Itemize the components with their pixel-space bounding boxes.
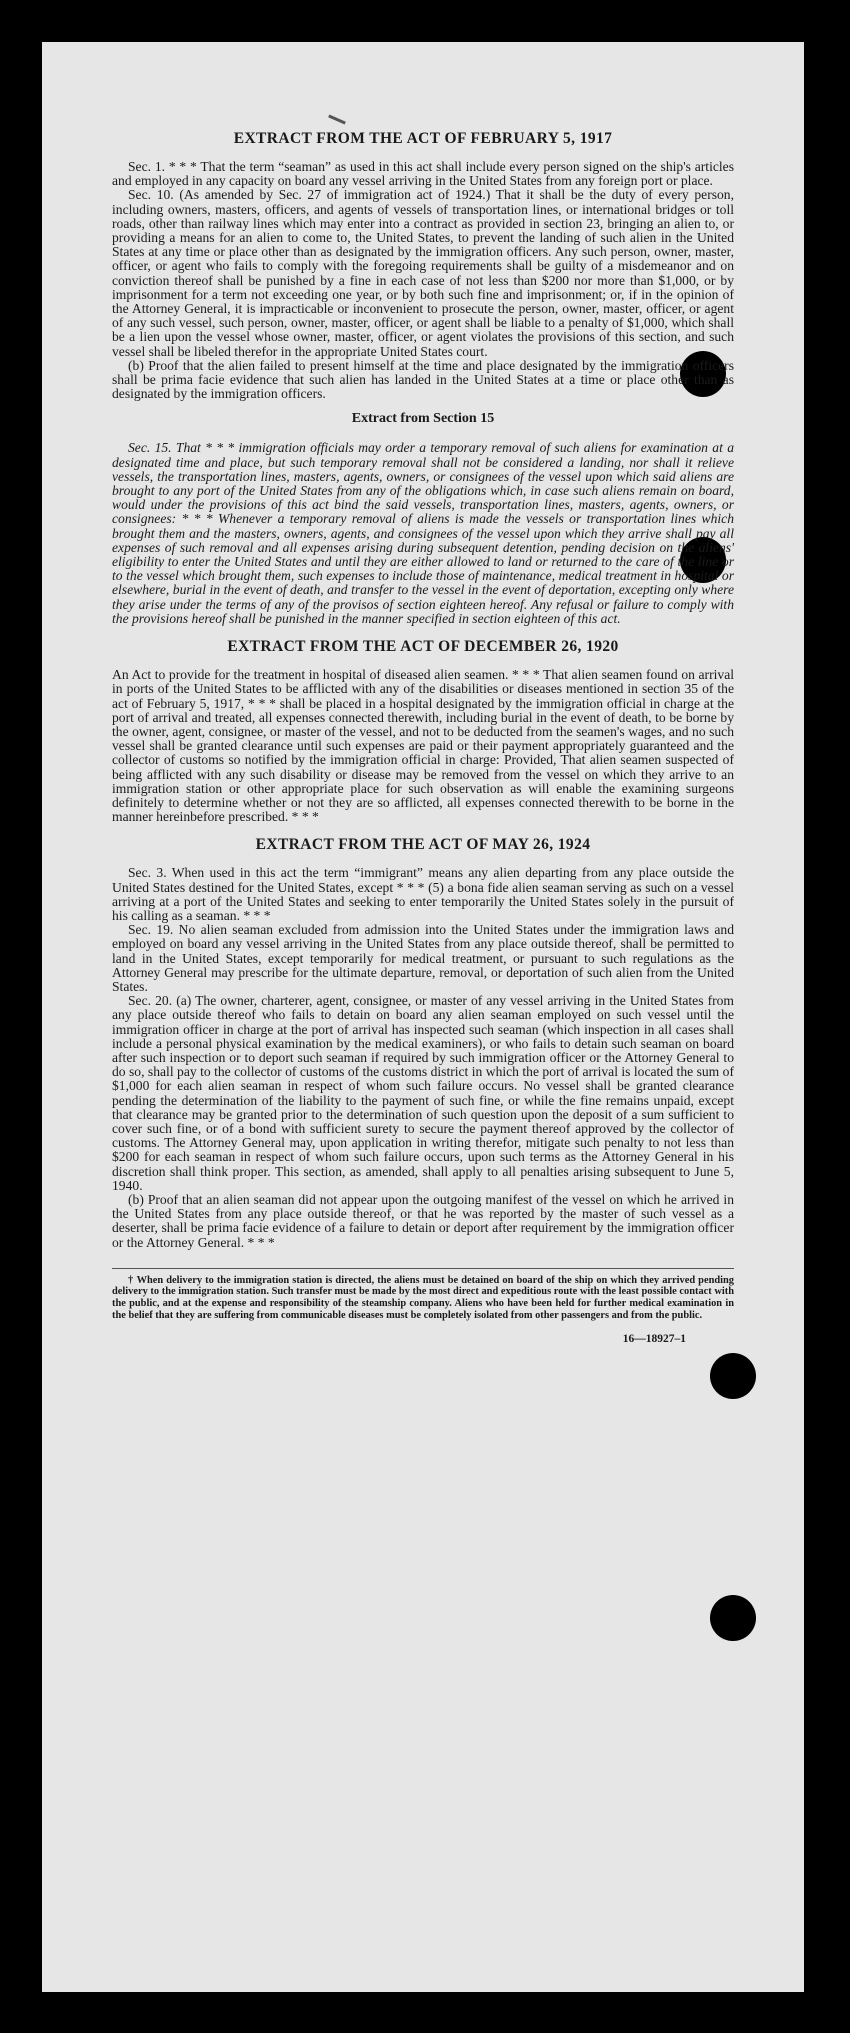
paragraph-sec-19: Sec. 19. No alien seaman excluded from admission into the United States under the immigration laws and employed on board any vessel arriving in the United States from any place outside thereof, shall be permitted to land in the United States, except temporarily for medical treatment, or pursuant to such regulations as the Attorney General may prescribe for the ultimate departure, removal, or deportation of such alien from the United States.: [112, 922, 734, 994]
form-number: 16—18927–1: [622, 1333, 686, 1346]
paragraph-sec-1: Sec. 1. * * * That the term “seaman” as used in this act shall include every person signed on the ship's articles and employed in any capacity on board any vessel arriving in the United States from any foreign port or place.: [112, 159, 734, 189]
footnote: [112, 1268, 734, 1321]
paragraph-sec-3: Sec. 3. When used in this act the term “immigrant” means any alien departing from any place outside the United States destined for the United States, except * * * (5) a bona fide alien seaman serving as such on a vessel arriving at a port of the United States and seeking to enter temporarily the United States solely in the pursuit of his calling as a seaman. * * *: [112, 865, 734, 923]
heading-act-1920: EXTRACT FROM THE ACT OF DECEMBER 26, 1920: [227, 638, 619, 656]
footnote-text: † When delivery to the immigration station is directed, the aliens must be detained on board of the ship on which they arrived pending delivery to the immigration station. Such transfer must be made by the most direct and expeditious route with the least possible contact with the public, and at the expense and responsibility of the steamship company. Aliens who have been held for further medical examination in the belief that they are suffering from communicable diseases must be completely isolated from other passengers and from the public.: [112, 1274, 734, 1321]
ink-mark: [328, 114, 346, 124]
heading-act-1917: EXTRACT FROM THE ACT OF FEBRUARY 5, 1917: [233, 130, 613, 147]
paragraph-sec-20-a: Sec. 20. (a) The owner, charterer, agent, consignee, or master of any vessel arriving in the United States from any place outside thereof who fails to detain on board any alien seaman employed on such vessel until the immigration officer in charge at the port of arrival has inspected such seaman (which inspection in all cases shall include a personal physical examination by the medical examiners), or who fails to detain such seaman on board after such inspection or to deport such seaman if required by such immigration officer or the Attorney General to do so, shall pay to the collector of customs of the customs district in which the port of arrival is located the sum of $1,000 for each alien seaman in respect of whom such failure occurs. No vessel shall be granted clearance pending the determination of the liability to the payment of such fine, or while the fine remains unpaid, except that clearance may be granted prior to the determination of such question upon the deposit of a sum sufficient to cover such fine, or of a bond with sufficient surety to secure the payment thereof approved by the collector of customs. The Attorney General may, upon application in writing therefor, mitigate such penalty to not less than $200 for each seaman in respect of whom such failure occurs, upon such terms as the Attorney General in his discretion shall think proper. This section, as amended, shall apply to all penalties arising subsequent to June 5, 1940.: [112, 993, 734, 1193]
heading-act-1924: EXTRACT FROM THE ACT OF MAY 26, 1924: [255, 836, 591, 854]
paragraph-sec-15: Sec. 15. That * * * immigration officials may order a temporary removal of such aliens for examination at a designated time and place, but such temporary removal shall not be considered a landing, nor shall it relieve vessels, the transportation lines, masters, agents, owners, or consignees of the vessel upon which said aliens are brought to any port of the United States from any of the obligations which, in case such aliens remain on board, would under the provisions of this act bind the said vessels, transportation lines, masters, agents, owners, or consignees: * * * Whenever a temporary removal of aliens is made the vessels or transportation lines which brought them and the masters, owners, agents, and consignees of the vessel upon which they arrive shall pay all expenses of such removal and all expenses arising during subsequent detention, pending decision on the aliens' eligibility to enter the United States and until they are either allowed to land or returned to the care of the line or to the vessel which brought them, such expenses to include those of maintenance, medical treatment in hospital or elsewhere, burial in the event of death, and transfer to the vessel in the event of deportation, excepting only where they arise under the terms of any of the provisos of section eighteen hereof. Any refusal or failure to comply with the provisions hereof shall be punished in the manner specified in section eighteen of this act.: [112, 440, 734, 626]
punch-hole: [710, 1595, 756, 1641]
paragraph-act-1920: An Act to provide for the treatment in hospital of diseased alien seamen. * * * That alien seamen found on arrival in ports of the United States to be afflicted with any of the disabilities or diseases mentioned in section 35 of the act of February 5, 1917, * * * shall be placed in a hospital designated by the immigration official in charge at the port of arrival and treated, all expenses connected therewith, including burial in the event of death, to be borne by the owner, agent, consignee, or master of the vessel, and not to be deducted from the seamen's wages, and no such vessel shall be granted clearance until such expenses are paid or their payment appropriately guaranteed and the collector of customs so notified by the immigration official in charge: Provided, That alien seamen suspected of being afflicted with any such disability or disease may be removed from the vessel on which they arrive to an immigration station or other appropriate place for such observation as will enable the examining surgeons definitely to determine whether or not they are so afflicted, all expenses connected therewith to be borne in the manner hereinbefore prescribed. * * *: [112, 667, 734, 825]
document-page: [42, 42, 804, 1992]
paragraph-sec-10-b: (b) Proof that the alien failed to present himself at the time and place designated by the immigration officers shall be prima facie evidence that such alien has landed in the United States at a time or place other than as designated by the immigration officers.: [112, 357, 734, 402]
punch-hole: [710, 1353, 756, 1399]
paragraph-sec-20-b: (b) Proof that an alien seaman did not appear upon the outgoing manifest of the vessel on which he arrived in the United States from any place outside thereof, or that he was reported by the master of such vessel as a deserter, shall be prima facie evidence of a failure to detain or deport after requirement by the immigration officer or the Attorney General. * * *: [112, 1192, 734, 1250]
paragraph-sec-10: Sec. 10. (As amended by Sec. 27 of immigration act of 1924.) That it shall be the duty of every person, including owners, masters, officers, and agents of vessels of transportation lines, or international bridges or toll roads, other than railway lines which may enter into a contract as provided in section 23, bringing an alien to, or providing a means for an alien to come to, the United States, to prevent the landing of such alien in the United States at any time or place other than as designated by the immigration officers. Any such person, owner, master, officer, or agent who fails to comply with the foregoing requirements shall be guilty of a misdemeanor and on conviction thereof shall be punished by a fine in each case of not less than $200 nor more than $1,000, or by imprisonment for a term not exceeding one year, or by both such fine and imprisonment; or, if in the opinion of the Attorney General, it is impracticable or inconvenient to prosecute the person, owner, master, officer, or agent of any such vessel, such person, owner, master, officer, or agent shall be liable to a penalty of $1,000, which shall be a lien upon the vessel whose owner, master, officer, or agent violates the provisions of this section, and such vessel shall be libeled therefor in the appropriate United States court.: [112, 187, 734, 359]
heading-section-15: Extract from Section 15: [351, 411, 495, 427]
document-body: [112, 130, 734, 1345]
